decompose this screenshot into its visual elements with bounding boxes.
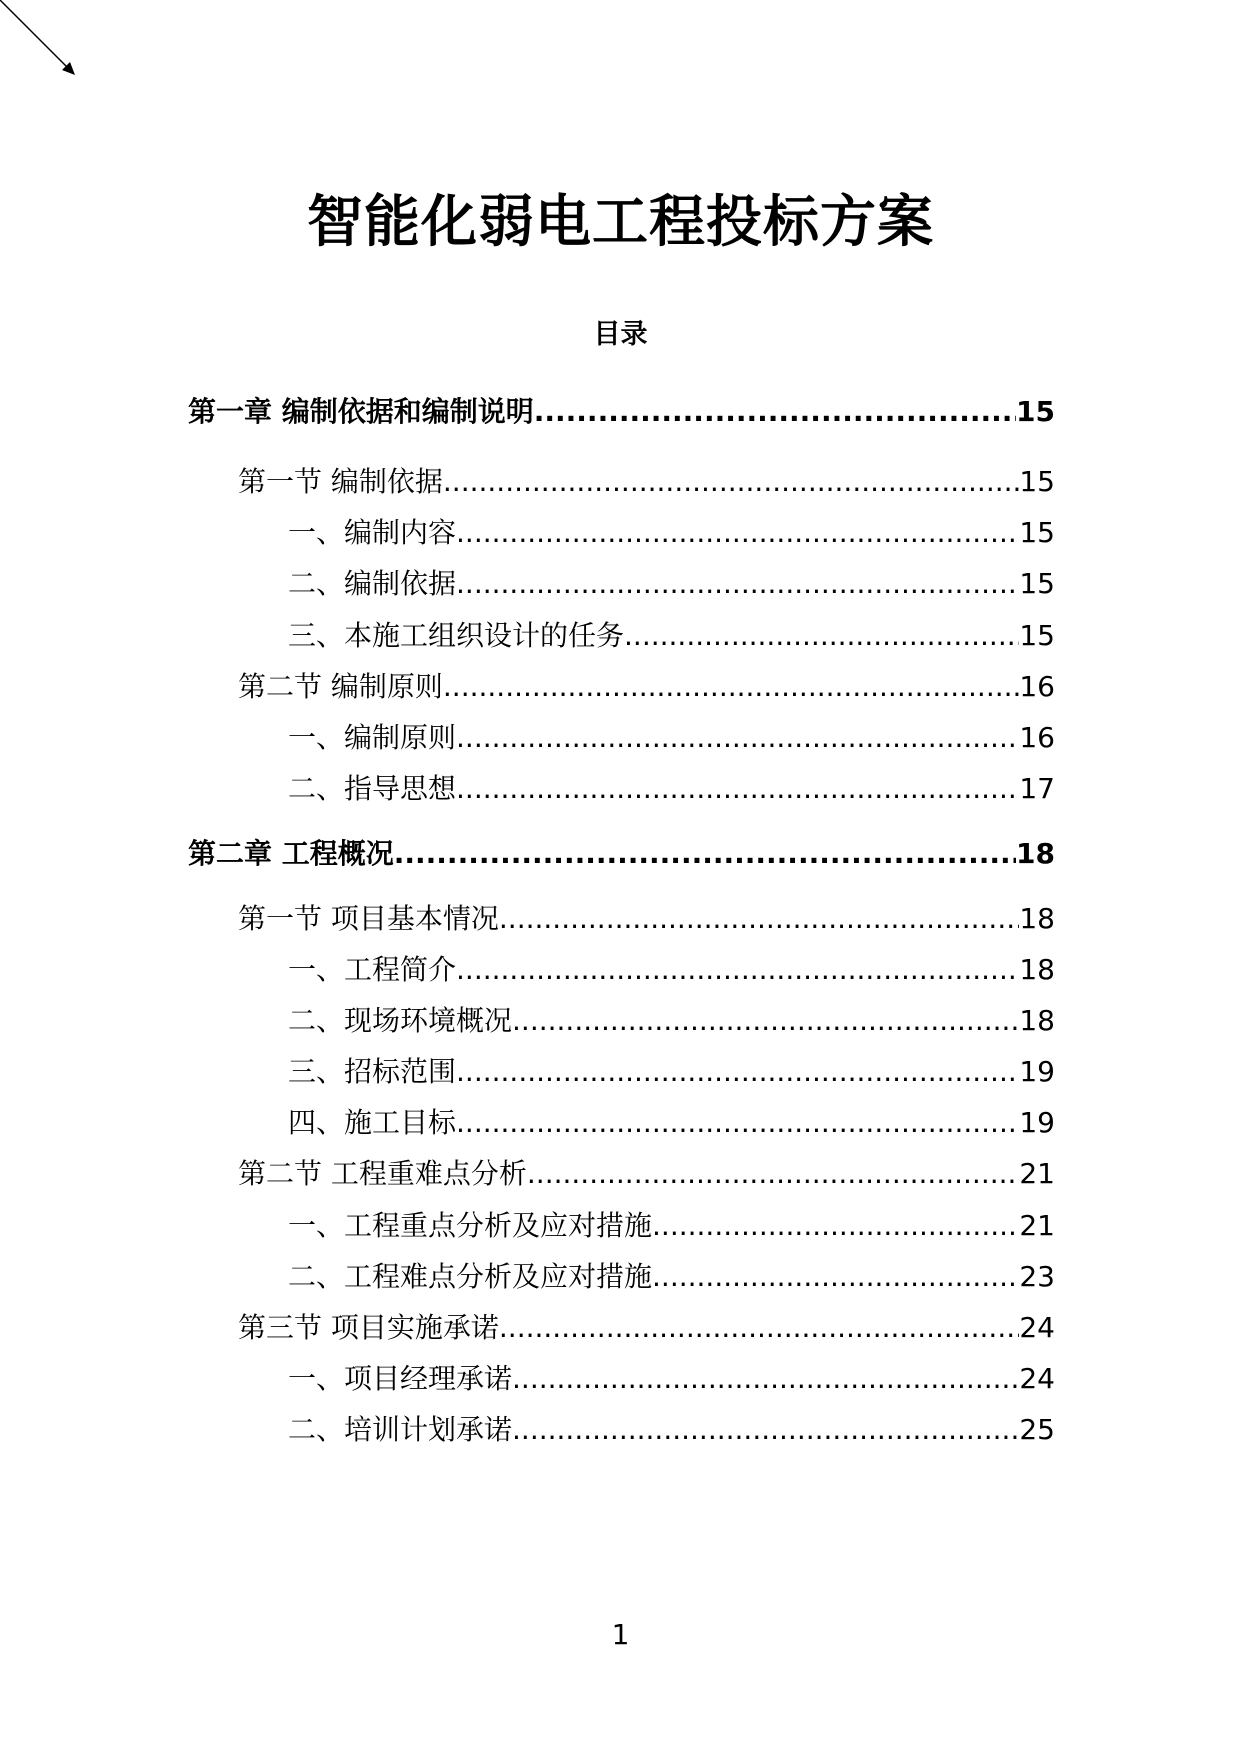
toc-entry-item[interactable] [288,564,1055,604]
toc-entry-item[interactable] [288,1103,1055,1143]
toc-dot-leader [456,950,1019,990]
toc-entry-page: 21 [1019,1157,1055,1190]
toc-dot-leader [443,667,1019,707]
toc-dot-leader [456,564,1019,604]
toc-entry-page: 19 [1019,1055,1055,1088]
toc-entry-page: 15 [1019,516,1055,549]
toc-entry-page: 17 [1019,772,1055,805]
toc-entry-page: 21 [1019,1209,1055,1242]
toc-entry-label: 二、指导思想 [288,772,457,805]
toc-entry-item[interactable] [288,513,1055,553]
toc-entry-item[interactable] [288,1257,1055,1297]
toc-dot-leader [443,462,1019,502]
toc-entry-item[interactable] [288,769,1055,809]
toc-entry-page: 24 [1019,1362,1055,1395]
toc-entry-section[interactable] [238,667,1055,707]
toc-dot-leader [512,1359,1019,1399]
toc-entry-label: 四、施工目标 [288,1106,457,1139]
page-number: 1 [611,1618,630,1651]
toc-dot-leader [456,513,1019,553]
toc-entry-label: 第二节 编制原则 [238,670,443,703]
toc-entry-page: 18 [1019,902,1055,935]
toc-entry-section[interactable] [238,462,1055,502]
toc-dot-leader [652,1257,1019,1297]
toc-entry-label: 一、编制原则 [288,721,457,754]
toc-entry-label: 第二节 工程重难点分析 [238,1157,527,1190]
toc-entry-label: 第一节 项目基本情况 [238,902,499,935]
toc-dot-leader [527,1154,1019,1194]
toc-entry-label: 第二章 工程概况 [188,837,394,870]
toc-entry-item[interactable] [288,1206,1055,1246]
toc-entry-label: 一、工程简介 [288,953,457,986]
toc-entry-page: 24 [1019,1311,1055,1344]
toc-entry-item[interactable] [288,616,1055,656]
corner-arrow-icon [0,0,90,90]
toc-entry-page: 25 [1019,1413,1055,1446]
toc-dot-leader [456,769,1019,809]
toc-entry-page: 18 [1019,1004,1055,1037]
toc-entry-label: 第三节 项目实施承诺 [238,1311,499,1344]
toc-dot-leader [456,718,1019,758]
toc-entry-page: 19 [1019,1106,1055,1139]
toc-entry-page: 16 [1019,721,1055,754]
toc-entry-item[interactable] [288,1001,1055,1041]
toc-entry-item[interactable] [288,1359,1055,1399]
toc-entry-label: 二、编制依据 [288,567,457,600]
toc-entry-label: 二、培训计划承诺 [288,1413,513,1446]
toc-entry-label: 二、工程难点分析及应对措施 [288,1260,653,1293]
toc-entry-label: 一、项目经理承诺 [288,1362,513,1395]
toc-dot-leader [499,899,1019,939]
toc-dot-leader [652,1206,1019,1246]
toc-entry-item[interactable] [288,950,1055,990]
toc-heading: 目录 [593,319,648,350]
toc-entry-page: 15 [1019,567,1055,600]
toc-entry-section[interactable] [238,899,1055,939]
toc-entry-chapter[interactable] [188,392,1055,432]
toc-entry-item[interactable] [288,1052,1055,1092]
toc-entry-section[interactable] [238,1308,1055,1348]
toc-dot-leader [456,1052,1019,1092]
toc-entry-section[interactable] [238,1154,1055,1194]
toc-entry-chapter[interactable] [188,834,1055,874]
toc-entry-page: 23 [1019,1260,1055,1293]
toc-entry-label: 三、招标范围 [288,1055,457,1088]
toc-entry-page: 15 [1019,465,1055,498]
toc-dot-leader [394,834,1016,874]
toc-entry-label: 一、编制内容 [288,516,457,549]
toc-entry-label: 第一章 编制依据和编制说明 [188,395,534,428]
toc-dot-leader [534,392,1016,432]
toc-entry-page: 16 [1019,670,1055,703]
toc-dot-leader [624,616,1019,656]
toc-dot-leader [499,1308,1019,1348]
toc-entry-page: 18 [1019,953,1055,986]
toc-entry-label: 三、本施工组织设计的任务 [288,619,625,652]
toc-dot-leader [512,1001,1019,1041]
toc-entry-page: 18 [1016,837,1055,870]
toc-entry-label: 二、现场环境概况 [288,1004,513,1037]
toc-dot-leader [456,1103,1019,1143]
toc-entry-label: 第一节 编制依据 [238,465,443,498]
toc-entry-page: 15 [1016,395,1055,428]
document-title: 智能化弱电工程投标方案 [307,190,934,255]
toc-entry-item[interactable] [288,1410,1055,1450]
toc-entry-page: 15 [1019,619,1055,652]
toc-dot-leader [512,1410,1019,1450]
toc-entry-item[interactable] [288,718,1055,758]
toc-entry-label: 一、工程重点分析及应对措施 [288,1209,653,1242]
